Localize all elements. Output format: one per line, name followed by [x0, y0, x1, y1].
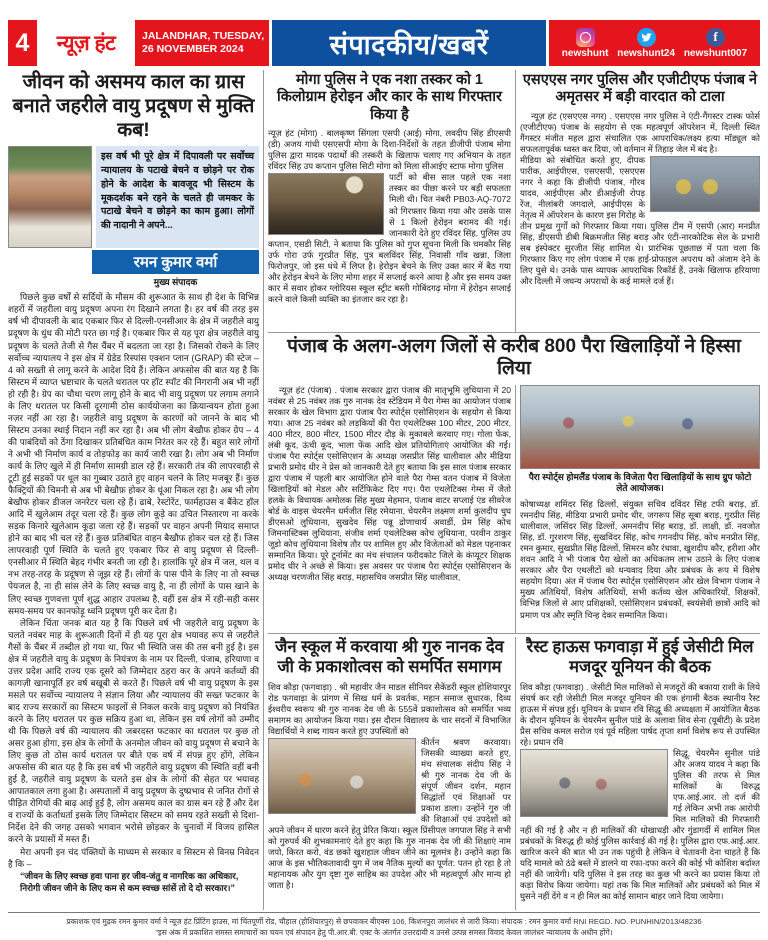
- moga-headline: मोगा पुलिस ने एक नशा तस्कर को 1 किलोग्राम हेरोइन और कार के साथ गिरफ्तार किया है: [277, 72, 502, 123]
- jain-headline: जैन स्कूल में करवाया श्री गुरु नानक देव जी के प्रकाशोत्वस को समर्पित समागम: [275, 638, 504, 676]
- jct-meeting-photo: [520, 749, 668, 817]
- social-instagram: [562, 28, 609, 59]
- para-photo-caption: पैरा स्पोर्ट्स होमलैंड पंजाब के विजेता पैरा खिलाड़ियों के साथ ग्रुप फोटो लेते आयोजक।: [528, 471, 752, 494]
- para-group-photo: [520, 385, 760, 469]
- bottom-articles-band: [268, 633, 760, 910]
- jct-body-wrap: [520, 748, 760, 903]
- sas-paragraph-1: न्यूज़ हंट (एसएएस नगर) . एसएएस नगर पुलिस ने एंटी-गैंगस्टर टास्क फोर्स (एजीटीएफ) पंजाब के सहयोग से एक महत्वपूर्ण ऑपरेशन में, दिल्ली स्थित गैंगस्टर मंजीत महल द्वारा संचालित एक आपराधिक/लक्ष्य हत्या मॉड्यूल को सफलतापूर्वक ध्वस्त कर दिया, जो वर्तमान में तिहाड़ जेल में बंद है।: [520, 110, 760, 154]
- column-divider: [263, 70, 264, 910]
- para-text-col2: कोषाध्यक्ष शमिंदर सिंह ढिल्लों, संयुक्त सचिव दविंदर सिंह टफी बराड़, डॉ. रमनदीप सिंह, मीडिया प्रभारी प्रमोद धीर, जगरूप सिंह सूबा बराड़, गुरप्रीत सिंह धालीवाल, जसिंदर सिंह ढिल्लों, अमनदीप सिंह बराड़, डॉ. लाक्षी, डॉ. नवजोत सिंह, डॉ. गुरशरण सिंह, सुखविंदर सिंह, कोच गगनदीप सिंह, कोच मनप्रीत सिंह, रमन कुमार, सुखप्रीत सिंह ढिल्लों, सिमरन कौर रंधावा, खुशदीप कौर, हरीशा और शवन आदि ने भी पंजाब पैरा खेलों का अधिकतम लाभ उठाने के लिए पंजाब सरकार और पैरा एथलीटों को धन्यवाद दिया और प्रबंधक के रूप में विशेष सहयोग दिया। अंत में पंजाब पैरा स्पोर्ट्स एसोसिएशन और खेल विभाग पंजाब ने मुख्य अतिथियों, विशेष अतिथियों, सभी कर्तव्य खेल अधिकारियों, शिक्षकों, विभिन्न जिलों से आए प्रशिक्षकों, एसोसिएशन प्रबंधकों, स्वयंसेवी छात्रों आदि को प्रमाण पत्र और स्मृति चिन्ह देकर सम्मानित किया।: [520, 499, 760, 620]
- moga-body-part2: पार्टी को बीस साल पहले एक नशा तस्कर का पीछा करने पर बड़ी सफलता मिली थी। चित नंबरी PB03-AQ-7072 को गिरफ्तार किया गया और उसके पास से 1 किलो हेरोइन बरामद की गई। जानकारी देते हुए रविंदर सिंह, पुलिस उप कप्तान, एसडी सिटी, ने बताया कि पुलिस को गुप्त सूचना मिली कि चमकौर सिंह उर्फ गोरा उर्फ गुरप्रीत सिंह, पुत्र बलविंदर सिंह, निवासी गाँव खन्ना, जिला फिरोजपुर, जो इस धंधे में लिप्त है। हेरोइन बेचने के लिए उक्त कार में बैठ गया और हेरोइन बेचने के लिए मोगा शहर में सप्लाई करने आया है और इस समय उक्त कार में सवार होकर ग्लोरियस स्कूल स्ट्रीट बस्ती गोबिंदगढ़ मोगा में हेरोइन सप्लाई करने वाले किसी व्यक्ति का इंतजार कर रहा है।: [268, 172, 511, 304]
- sas-body-wrap: [520, 155, 760, 288]
- column-divider: [515, 637, 516, 910]
- article-jct: [520, 637, 760, 910]
- imprint-line1: प्रकाशक एवं मुद्रक रमन कुमार वर्मा ने न्यूज़ हंट प्रिंटिंग हाउस, मां चिंतपूर्णी रोड, चौहाल (होशियारपुर) से छपवाकर बीएक्स 106, किशनपुरा जालंधर से जारी किया। संपादक : रमन कुमार वर्मा RNI REGD. NO. PUNHIN/2013/48236: [66, 917, 702, 926]
- para-text-col2-wrap: [520, 499, 760, 621]
- sas-paragraph-2: मीडिया को संबोधित करते हुए, दीपक पारीक, आईपीएस, एसएसपी, एसएएस नगर ने कहा कि डीजीपी पंजाब, गौरव यादव, आईपीएस और डीआईजी रोपड़ रेंज, नीलांबरी जगदाले, आईपीएस के नेतृत्व में ऑपरेशन के कारण इस गिरोह के तीन प्रमुख गुर्गों को गिरफ्तार किया गया। पुलिस टीम में एसपी (आर) मनप्रीत सिंह, डीएसपी डीबी बिक्रमजीत सिंह बराड़ और एंटी-नारकोटिक सेल के प्रभारी सब इंस्पेक्टर सुरजीत सिंह शामिल थे। प्रारंभिक पूछताछ में पता चला कि गिरफ्तार किए गए लोग पंजाब में एक हाई-प्रोफाइल अपराध को अंजाम देने के लिए घुसे थे। उनके पास व्यापक आपराधिक रिकॉर्ड हैं, उनके खिलाफ हरियाणा और दिल्ली में जघन्य अपराधों के कई मामले दर्ज हैं।: [520, 154, 760, 287]
- moga-body-wrap: [268, 172, 511, 305]
- dateline-line2: 26 NOVEMBER 2024: [142, 43, 244, 55]
- editorial-paragraph-2: लेकिन चिंता जनक बात यह है कि पिछले वर्ष भी जहरीले वायु प्रदूषण के चलते नवंबर माह के शुरूआती दिनों में ही यह पूरा क्षेत्र भयावह रूप से जहरीले गैसों के चैंबर में तब्दील हो गया था, फिर भी स्थिति जस की तस बनी हुई है। इस क्षेत्र में जहरीले वायु के प्रदूषण के नियंत्रण के नाम पर दिल्ली, पंजाब, हरियाणा व उत्तर प्रदेश आदि राज्य एक दूसरे को जिम्मेदार ठहरा कर के अपने कर्तव्यों की कागज़ी खानापूर्ति हर वर्ष बखूबी से करते हैं। पिछले वर्ष भी वायु प्रदूषण के इस मसले पर सर्वोच्च न्यायालय ने संज्ञान लिया और न्यायालय की सख्त फटकार के बाद राज्य सरकारों का सिस्टम फाइलों से निकल करके वायु प्रदूषण को नियंत्रित करने के लिए धरातल पर कुछ सक्रिय हुआ था, लेकिन इस वर्ष लोगों को उम्मीद थी कि पिछले वर्ष की न्यायालय की जबरदस्त फटकार का धरातल पर कुछ तो असर हुआ होगा, इस क्षेत्र के लोगों के अनमोल जीवन को वायु प्रदूषण से बचाने के लिए कुछ तो ठोस कार्य धरातल पर बीते एक वर्ष में संपन्न हुए होंगे, लेकिन अफसोस की बात यह है कि इस वर्ष भी जहरीले वायु प्रदूषण की स्थिति वहीं बनी हुई है, जहरीले वायु प्रदूषण के चलते इस क्षेत्र के लोगों की सेहत पर भयावह आपातकाल लगा हुआ है। अस्पतालों में वायु प्रदूषण के दुष्प्रभाव से जनित रोगों से पीड़ित रोगियों की बाढ़ आई हुई है, लोग असमय काल का ग्रास बन रहे हैं और देश व राज्यों के कर्ताधर्ता इसके लिए जिम्मेदार सिस्टम को समय रहते सख्ती से दिशा-निर्देश देने की जगह उसको भगवान भरोसे छोड़कर के चुनावों में विजय हासिल करने के प्रयासों में मस्त हैं।: [8, 617, 259, 845]
- twitter-bird: [640, 31, 652, 43]
- editor-portrait-photo: [8, 146, 92, 248]
- editorial-headline: जीवन को असमय काल का ग्रास बनाते जहरीले वायु प्रदूषण से मुक्ति कब!: [12, 71, 255, 141]
- social-bar: [549, 20, 760, 66]
- jain-body-wrap: [268, 737, 511, 892]
- news-region: [268, 70, 760, 910]
- article-jain: [268, 637, 511, 910]
- editor-name-bar: रमन कुमार वर्मा: [92, 250, 259, 274]
- editorial-head-block: [8, 146, 259, 248]
- social-twitter: [617, 28, 675, 59]
- twitter-handle: newshunt24: [617, 47, 676, 59]
- twitter-icon: [637, 28, 656, 47]
- section-title: संपादकीय/खबरें: [272, 20, 546, 66]
- column-divider: [515, 385, 516, 633]
- dateline-line1: JALANDHAR, TUESDAY,: [142, 29, 265, 42]
- editor-title: मुख्य संपादक: [153, 277, 198, 288]
- jain-body-part2: कीर्तन श्रवण करवाया। जिसकी व्याख्या करते हुए, मंच संचालक संदीप सिंह ने श्री गुरु नानक देव जी के संपूर्ण जीवन दर्शन, महान सिद्धांतों एवं शिक्षाओं पर प्रकाश डाला। उन्होंने गुरु जी की शिक्षाओं एवं उपदेशों को अपने जीवन में धारण करने हेतु प्रेरित किया। स्कूल प्रिंसीपल जगपाल सिंह ने सभी को गुरुपर्व की शुभकामनाएं देते हुए कहा कि गुरु नानक देव जी की शिक्षाएं नाम जपो, किरत करो, वंड छको खुशहाल जीवन जीने का मूलमंत्र है। उन्होंने कहा कि आज के इस भौतिकतावादी युग में जब नैतिक मुल्यों का पूर्णत: पतन हो रहा है तो महानायक और युग दृष्टा गुरु साहिब का उपदेश और भी महत्वपूर्ण और मान्य हो जाता है।: [268, 736, 511, 891]
- jain-event-photo: [268, 738, 416, 814]
- para-games-band: [268, 332, 760, 633]
- jain-body-part1: शिव कौड़ा (फगवाड़ा) . श्री महावीर जैन माडल सीनियर सैकेंडरी स्कूल होशियारपुर रोड फगवाड़ा के प्रांगण में सिख धर्म के प्रवर्तक, महान समाज सुधारक, दिव्य ईश्वरीय स्वरूप श्री गुरु नानक देव जी के 555वें प्रकाशोत्सव को समर्पित भव्य समागम का आयोजन किया गया। इस दौरान विद्यालय के चार सदनों में विभाजित विद्यार्थियों ने शब्द गायन करते हुए उपस्थितों को: [268, 681, 511, 736]
- jain-body: [268, 682, 511, 892]
- moga-police-photo: [268, 173, 384, 235]
- editorial-intro: इस वर्ष भी पूरे क्षेत्र में दिपावली पर सर्वोच्च न्यायालय के पटाखे बेचने व छोड़ने पर रोक होने के आदेश के बावजूद भी सिस्टम के मूकदर्शक बने रहने के चलते ही जमकर के पटाखे बेचने व छोड़ने का काम हुआ। लोगों की नादानी ने अपने...: [96, 146, 259, 248]
- instagram-lens: [580, 32, 591, 43]
- editorial-paragraph-1: पिछले कुछ वर्षों से सर्दियों के मौसम की शुरूआत के साथ ही देश के विभिन्न शहरों में जहरीला वायु प्रदूषण अपना रंग दिखाने लगता है। हर वर्ष की तरह इस वर्ष भी दीपावली के बाद एकबार फिर से दिल्ली-एनसीआर के क्षेत्र में जहरीले वायु प्रदूषण के धुंध की मोटी परत छा गई है। एकबार फिर से यह पूरा क्षेत्र जहरीले वायु प्रदूषण के चलते तेजी से गैस चैंबर में बदलता जा रहा है। जिसको रोकने के लिए सर्वोच्च न्यायालय ने इस क्षेत्र में ग्रेडेड रिस्पांस एक्शन प्लान (GRAP) की स्टेज – 4 को सख्ती से लागू करने के आदेश दिये हैं। लेकिन अफसोस की बात यह है कि सिस्टम में व्याप्त भ्रष्टाचार के चलते धरातल पर हॉट स्पॉट की निगरानी अब भी नहीं हो रही है। ग्रेप का चौथा चरण लागू होने के बाद भी वायु प्रदूषण पर लगाम लगाने के लिए धरातल पर किसी दूरगामी ठोस कार्ययोजना का क्रियान्वयन होता हुआ नज़र नहीं आ रहा है। जहरीले वायु प्रदूषण के कारणों को जानने के बाद भी सिस्टम उनका स्थाई निदान नहीं कर रहा है। अब भी लोग बेखौफ होकर ग्रेप – 4 की पाबंदियों को ठेंगा दिखाकर प्रतिबंधित काम निरंतर कर रहे हैं। बहुत सारे लोगों ने अभी भी निर्माण कार्य व तोड़फोड़ का कार्य जारी रखा है। लोग अब भी निर्माण कार्य के लिए खुले में ही निर्माण सामग्री डाल रहे हैं। सरकारी तंत्र की लापरवाही से टूटी हुई सड़कों पर धूल का गुब्बार उठाते हुए वाहन चलने के लिए मजबूर हैं। कुछ फैक्ट्रियों की चिमनी से अब भी बेखौफ़ होकर के धूंआ निकल रहा है। अब भी लोग बेखौफ होकर डीजल जनरेटर चला रहे हैं। ढाबे, रेस्टोरेंट, फार्महाउस व बैंकेट हॉल आदि में खुलेआम तंदूर चला रहे हैं। कुछ लोग कूड़े का उचित निस्तारण ना करके सड़क किनारे खुलेआम कूड़ा जला रहे हैं। सड़कों पर वाहन अपनी मियाद समाप्त होने का बाद भी चल रहे हैं। कुछ प्रतिबंधित वाहन बैखौफ होकर चल रहे हैं। जिस लापरवाही पूर्ण स्थिति के चलते हुए एकबार फिर से वायु प्रदूषण से दिल्ली-एनसीआर में स्थिति बेहद गंभीर बनती जा रही है। हालांकि पूरे क्षेत्र में जल, थल व नभ तरह-तरह के प्रदूषण से जूझ रहे हैं। लोगों के पास पीने के लिए ना तो स्वच्छ पेयजल है, ना ही सांस लेने के लिए स्वच्छ वायु है, ना ही लोगों के पास खाने के लिए स्वच्छ गुणवत्ता पूर्ण शुद्ध आहार उपलब्ध है, वहीं इस क्षेत्र में रही-सही कसर समय-समय पर कानफोड़ू ध्वनि प्रदूषण पूरी कर देता है।: [8, 292, 259, 616]
- dateline: [135, 20, 269, 66]
- editorial-quote-line1: “जीवन के लिए स्वच्छ हवा पाना हर जीव-जंतु व नागरिक का अधिकार,: [20, 870, 239, 881]
- sas-headline: एसएएस नगर पुलिस और एजीटीएफ पंजाब ने अमृतसर में बड़ी वारदात को टाला: [522, 72, 758, 106]
- jct-body-part2: सिद्धू, चेयरमैन सुनील पांडे और अजय यादव ने कहा कि पुलिस की तरफ से मिल मालिकों के विरुद्ध एफ.आई.आर. तो दर्ज की गई लेकिन अभी तक आरोपी मिल मालिकों की गिरफ्तारी नहीं की गई है और न ही मालिकों की धोखाधड़ी और गुंडागर्दी में शामिल मिल प्रबंधकों के विरुद्ध ही कोई पुलिस कार्रवाई की गई है। पुलिस द्वारा एफ.आई.आर. खारिज करने की बात भी उन तक पहुंची है लेकिन वे चेतावनी देना चाहते हैं कि यदि मामले को ठंढे बस्ते में डालने या रफा-दफा करने की कोई भी कोशिश बर्दाश्त नहीं की जायेगी। यदि पुलिस ने इस तरह का कुछ भी करने का प्रयास किया तो कड़ा विरोध किया जायेगा। यहां तक कि मिल मालिकों और प्रबंधकों को मिल में घुसने नहीं देंगे व न ही मिल का कोई सामान बाहर जाने दिया जायेगा।: [520, 747, 760, 902]
- para-text-col1: न्यूज़ हंट (पंजाब) . पंजाब सरकार द्वारा पंजाब की मातृभूमि लुधियाना में 20 नवंबर से 25 नवंबर तक गुरु नानक देव स्टेडियम में पैरा गेम्स का आयोजन पंजाब सरकार के खेल विभाग द्वारा पंजाब पैरा स्पोर्ट्स एसोसिएशन के सहयोग से किया गया। आज 25 नवंबर को लड़कियों की पैरा एथलेटिक्स 100 मीटर, 200 मीटर, 400 मीटर, 800 मीटर, 1500 मीटर दौड़ के मुकाबले करवाए गए। गोला फेंक, लंबी कूद, ऊंची कूद, भाला फेंक आदि खेल प्रतियोगिताएं आयोजित की गईं। पंजाब पैरा स्पोर्ट्स एसोसिएशन के अध्यक्ष जसप्रीत सिंह धालीवाल और मीडिया प्रभारी प्रमोद धीर ने प्रेस को जानकारी देते हुए बताया कि इस साल पंजाब सरकार द्वारा पंजाब में पहली बार आयोजित होने वाले पैरा गेम्स वतन पंजाब में विजेता खिलाड़ियों को मेडल और सर्टिफिकेट दिए गए। पैरा एथलेटिक्स गेम्स में जैतो हलके के विधायक अमोलक सिंह मुख्य मेहमान, पंजाब वाटर सप्लाई एंड सीवरेज बोर्ड के वाइस चेयरमैन धर्मजीत सिंह रमेयाना, चेयरमैन लक्ष्मण शर्मा कुलदीप चुघ डीएसओ लुधियाना, सुखदेव सिंह पन्नू द्रोणाचार्य अवार्डी, प्रेम सिंह कोच जिमनास्टिक्स लुधियाना, संजीव शर्मा एथलेटिक्स कोच लुधियाना, परवीन ठाकुर जूडो कोच लुधियाना विशेष तौर पर शामिल हुए और विजेताओं को मेडल पहनाकर सम्मानित किया। पूरे टूर्नामेंट का मंच संचालन फरीदकोट जिले के कंप्यूटर शिक्षक प्रमोद धीर ने अच्छे से किया। इस अवसर पर पंजाब पैरा स्पोर्ट्स एसोसिएशन के अध्यक्ष चरणजीत सिंह बराड़, महासचिव जसप्रीत सिंह धालीवाल,: [268, 384, 511, 583]
- sas-operation-photo: [650, 156, 760, 212]
- page-header: [8, 20, 760, 66]
- para-column-1: [268, 385, 511, 633]
- imprint-footer: [8, 912, 760, 939]
- editorial-column: [8, 70, 259, 910]
- para-headline: पंजाब के अलग-अलग जिलों से करीब 800 पैरा खिलाड़ियों ने हिस्सा लिया: [287, 336, 741, 379]
- facebook-handle: newshunt007: [683, 47, 748, 59]
- jct-headline: रैस्ट हाऊस फगवाड़ा में हुई जेसीटी मिल मजदूर यूनियन की बैठक: [526, 638, 754, 676]
- para-columns: [268, 385, 760, 633]
- moga-body-part1: न्यूज़ हंट (मोगा) . बालकृष्ण सिंगला एसपी (आई) मोगा, लवदीप सिंह डीएसपी (डी) अजय गांधी एसएसपी मोगा के दिशा-निर्देशों के तहत डीजीपी पंजाब मोगा पुलिस द्वारा मादक पदार्थों की तस्करी के खिलाफ चलाए गए अभियान के तहत रविंदर सिंह उप कप्तान पुलिस सिटी मोगा को मिला सीआईए स्टाफ मोगा पुलिस: [268, 128, 511, 172]
- article-sas: [520, 70, 760, 332]
- article-moga: [268, 70, 511, 332]
- editorial-paragraph-3: मेरा अपनी इन चंद पंक्तियों के माध्यम से सरकार व सिस्टम से विनम्र निवेदन है कि –: [8, 846, 259, 869]
- top-articles-band: [268, 70, 760, 332]
- social-facebook: [684, 28, 747, 59]
- masthead-logo: न्यूज़ हंट: [56, 32, 116, 55]
- moga-body: [268, 128, 511, 305]
- editorial-quote-line2: निरोगी जीवन जीने के लिए कम से कम स्वच्छ सांसें तो दे दो सरकार।”: [20, 882, 235, 893]
- page-number: 4: [8, 20, 37, 66]
- para-column-2: [520, 385, 760, 633]
- jct-body: [520, 682, 760, 903]
- editorial-body: [8, 291, 259, 893]
- column-divider: [515, 70, 516, 332]
- instagram-icon: [576, 28, 595, 47]
- facebook-icon: f: [706, 28, 725, 47]
- jct-body-part1: शिव कौड़ा (फगवाड़ा) . जेसीटी मिल मालिकों से मजदूरों की बकाया राशी के लिये संघर्ष कर रही जेसीटी मिल मजदूर यूनियन की एक हंगामी बैठक स्थानीय रैस्ट हाऊस में संपन्न हुई। यूनियन के प्रधान रवि सिद्धू की अध्यक्षता में आयोजित बैठक के दौरान यूनियन के चेयरमैन सुनील पांडे के अलावा शिव सेना (यूबीटी) के प्रदेश प्रैस सचिव कमल सरोज एवं पूर्व महिला पार्षद तृप्ता शर्मा विशेष रूप से उपस्थित रहे। प्रधान रवि: [520, 681, 760, 747]
- sas-body: [520, 111, 760, 288]
- instagram-handle: newshunt: [561, 47, 609, 59]
- imprint-line2: "इस अंक में प्रकाशित समस्त समाचारों का चयन एवं संपादन हेतु पी.आर.बी. एक्ट के अंतर्गत उत्तरदायी व उनसे उत्पन्न समस्त विवाद केवल जालंधर न्यायालय के अधीन होंगे।: [155, 928, 613, 938]
- content-area: [8, 70, 760, 910]
